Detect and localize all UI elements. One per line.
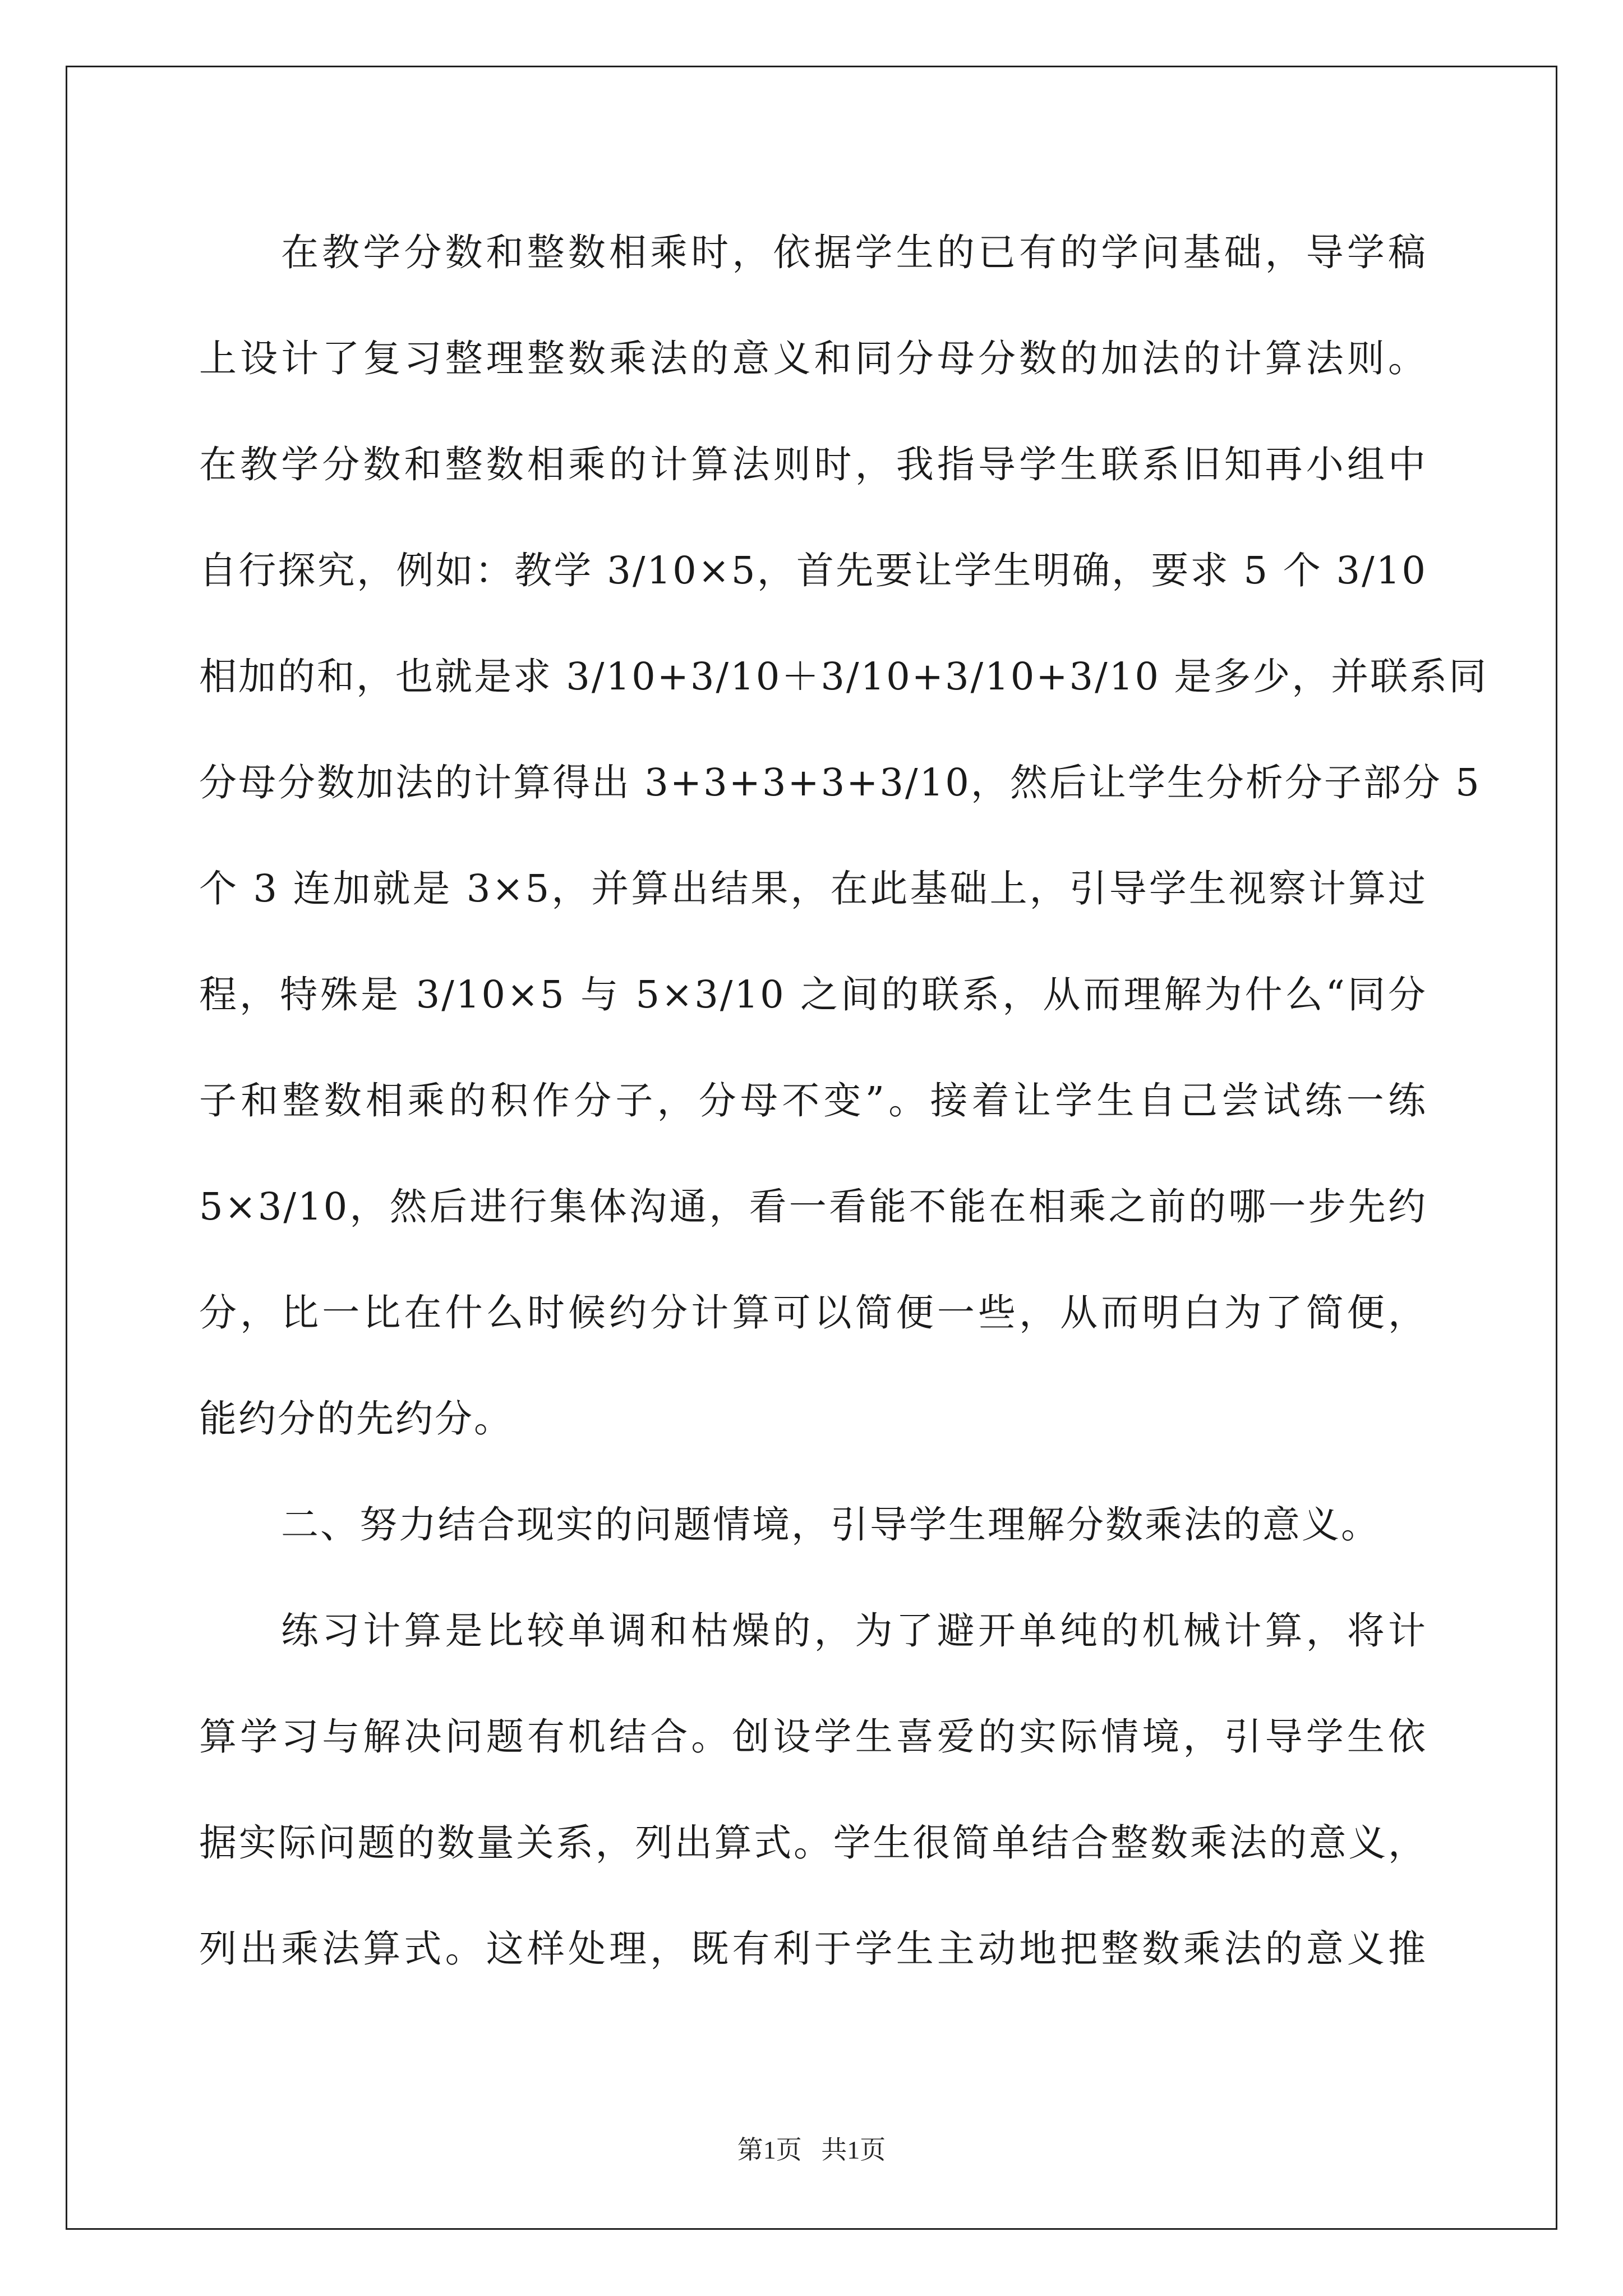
paragraph-1-line-2: 上设计了复习整理整数乘法的意义和同分母分数的加法的计算法则。 bbox=[199, 337, 1427, 380]
paragraph-1-line-1: 在教学分数和整数相乘时，依据学生的已有的学问基础，导学稿 bbox=[281, 231, 1427, 274]
paragraph-2-line-4: 列出乘法算式。这样处理，既有利于学生主动地把整数乘法的意义推 bbox=[199, 1927, 1427, 1971]
paragraph-1-line-3: 在教学分数和整数相乘的计算法则时，我指导学生联系旧知再小组中 bbox=[199, 443, 1427, 486]
paragraph-1-line-8: 程，特殊是 3/10×5 与 5×3/10 之间的联系，从而理解为什么“同分 bbox=[199, 973, 1427, 1016]
paragraph-1-line-11: 分，比一比在什么时候约分计算可以简便一些，从而明白为了简便， bbox=[199, 1291, 1427, 1335]
paragraph-1-line-6: 分母分数加法的计算得出 3+3+3+3+3/10，然后让学生分析分子部分 5 bbox=[199, 761, 1481, 804]
paragraph-1-line-7: 个 3 连加就是 3×5，并算出结果，在此基础上，引导学生视察计算过 bbox=[199, 867, 1427, 910]
paragraph-1-line-10: 5×3/10，然后进行集体沟通，看一看能不能在相乘之前的哪一步先约 bbox=[199, 1185, 1427, 1228]
paragraph-2-line-3: 据实际问题的数量关系，列出算式。学生很简单结合整数乘法的意义， bbox=[199, 1821, 1427, 1865]
paragraph-1-line-9: 子和整数相乘的积作分子，分母不变”。接着让学生自己尝试练一练 bbox=[199, 1079, 1427, 1122]
paragraph-1-line-5: 相加的和，也就是求 3/10+3/10＋3/10+3/10+3/10 是多少，并联系同 bbox=[199, 655, 1488, 698]
paragraph-2-line-1: 练习计算是比较单调和枯燥的，为了避开单纯的机械计算，将计 bbox=[281, 1609, 1427, 1653]
paragraph-2-line-2: 算学习与解决问题有机结合。创设学生喜爱的实际情境，引导学生依 bbox=[199, 1715, 1427, 1759]
paragraph-1-line-12: 能约分的先约分。 bbox=[199, 1397, 513, 1441]
section-heading: 二、努力结合现实的问题情境，引导学生理解分数乘法的意义。 bbox=[281, 1503, 1380, 1547]
paragraph-1-line-4: 自行探究，例如：教学 3/10×5，首先要让学生明确，要求 5 个 3/10 bbox=[199, 549, 1427, 592]
page-number-footer: 第1页 共1页 bbox=[737, 2136, 886, 2164]
